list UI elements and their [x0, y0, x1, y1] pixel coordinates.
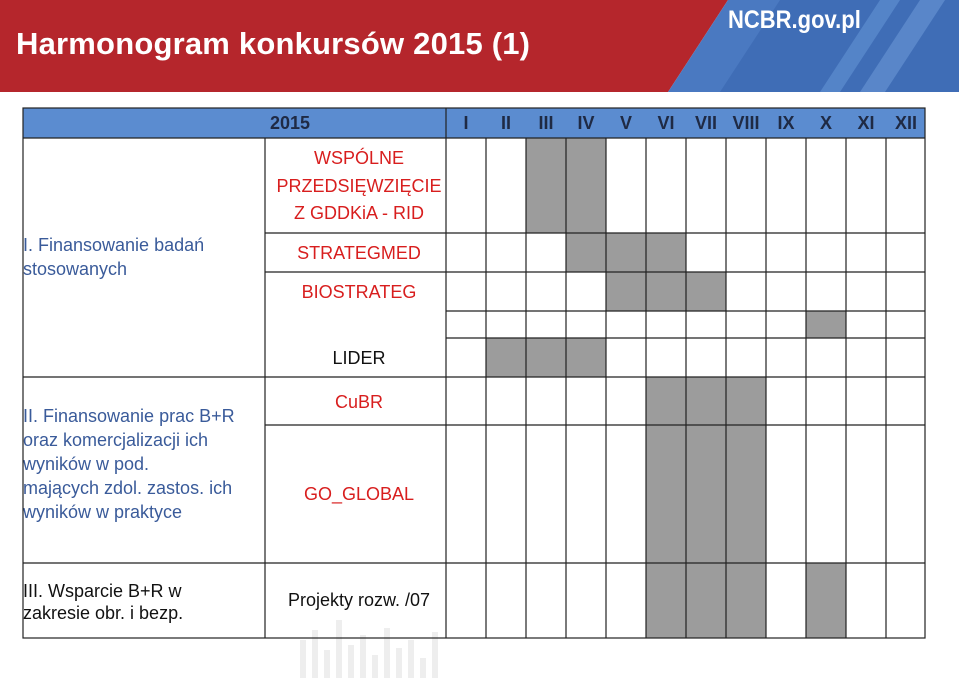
month-header-vii: VII: [694, 113, 717, 133]
category-line: mających zdol. zastos. ich: [23, 478, 233, 498]
month-header-xi: XI: [857, 113, 875, 133]
category-line: I. Finansowanie badań: [23, 235, 205, 255]
program-lider: LIDER: [332, 348, 386, 368]
program-projekty-rozw: Projekty rozw. /07: [287, 590, 431, 610]
program-line: WSPÓLNE: [313, 148, 405, 168]
program-strategmed: STRATEGMED: [297, 243, 421, 263]
month-header-vi: VI: [657, 113, 675, 133]
category-line: oraz komercjalizacji ich: [23, 430, 209, 450]
program-line: PRZEDSIĘWZIĘCIE: [276, 175, 442, 196]
month-header-i: I: [463, 113, 469, 133]
month-header-ii: II: [500, 113, 511, 133]
category-line: zakresie obr. i bezp.: [23, 603, 184, 623]
category-line: wyników w praktyce: [23, 502, 183, 522]
month-header-v: V: [619, 113, 632, 133]
program-cubr: CuBR: [334, 392, 383, 412]
category-line: II. Finansowanie prac B+R: [23, 406, 235, 426]
program-biostrateg: BIOSTRATEG: [301, 282, 417, 302]
month-header-iii: III: [538, 113, 554, 133]
year-header: 2015: [269, 113, 310, 133]
category-line: stosowanych: [23, 259, 128, 279]
category-line: III. Wsparcie B+R w: [23, 581, 182, 601]
page-title: Harmonogram konkursów 2015 (1): [16, 26, 531, 61]
month-header-viii: VIII: [732, 113, 760, 133]
program-go-global: GO_GLOBAL: [303, 484, 415, 504]
month-header-x: X: [819, 113, 832, 133]
month-header-iv: IV: [577, 113, 595, 133]
month-header-ix: IX: [777, 113, 795, 133]
category-line: wyników w pod.: [23, 454, 150, 474]
program-line: Z GDDKiA - RID: [293, 203, 424, 223]
month-header-xii: XII: [894, 113, 917, 133]
ncbr-logo[interactable]: NCBR.gov.pl: [728, 6, 861, 34]
